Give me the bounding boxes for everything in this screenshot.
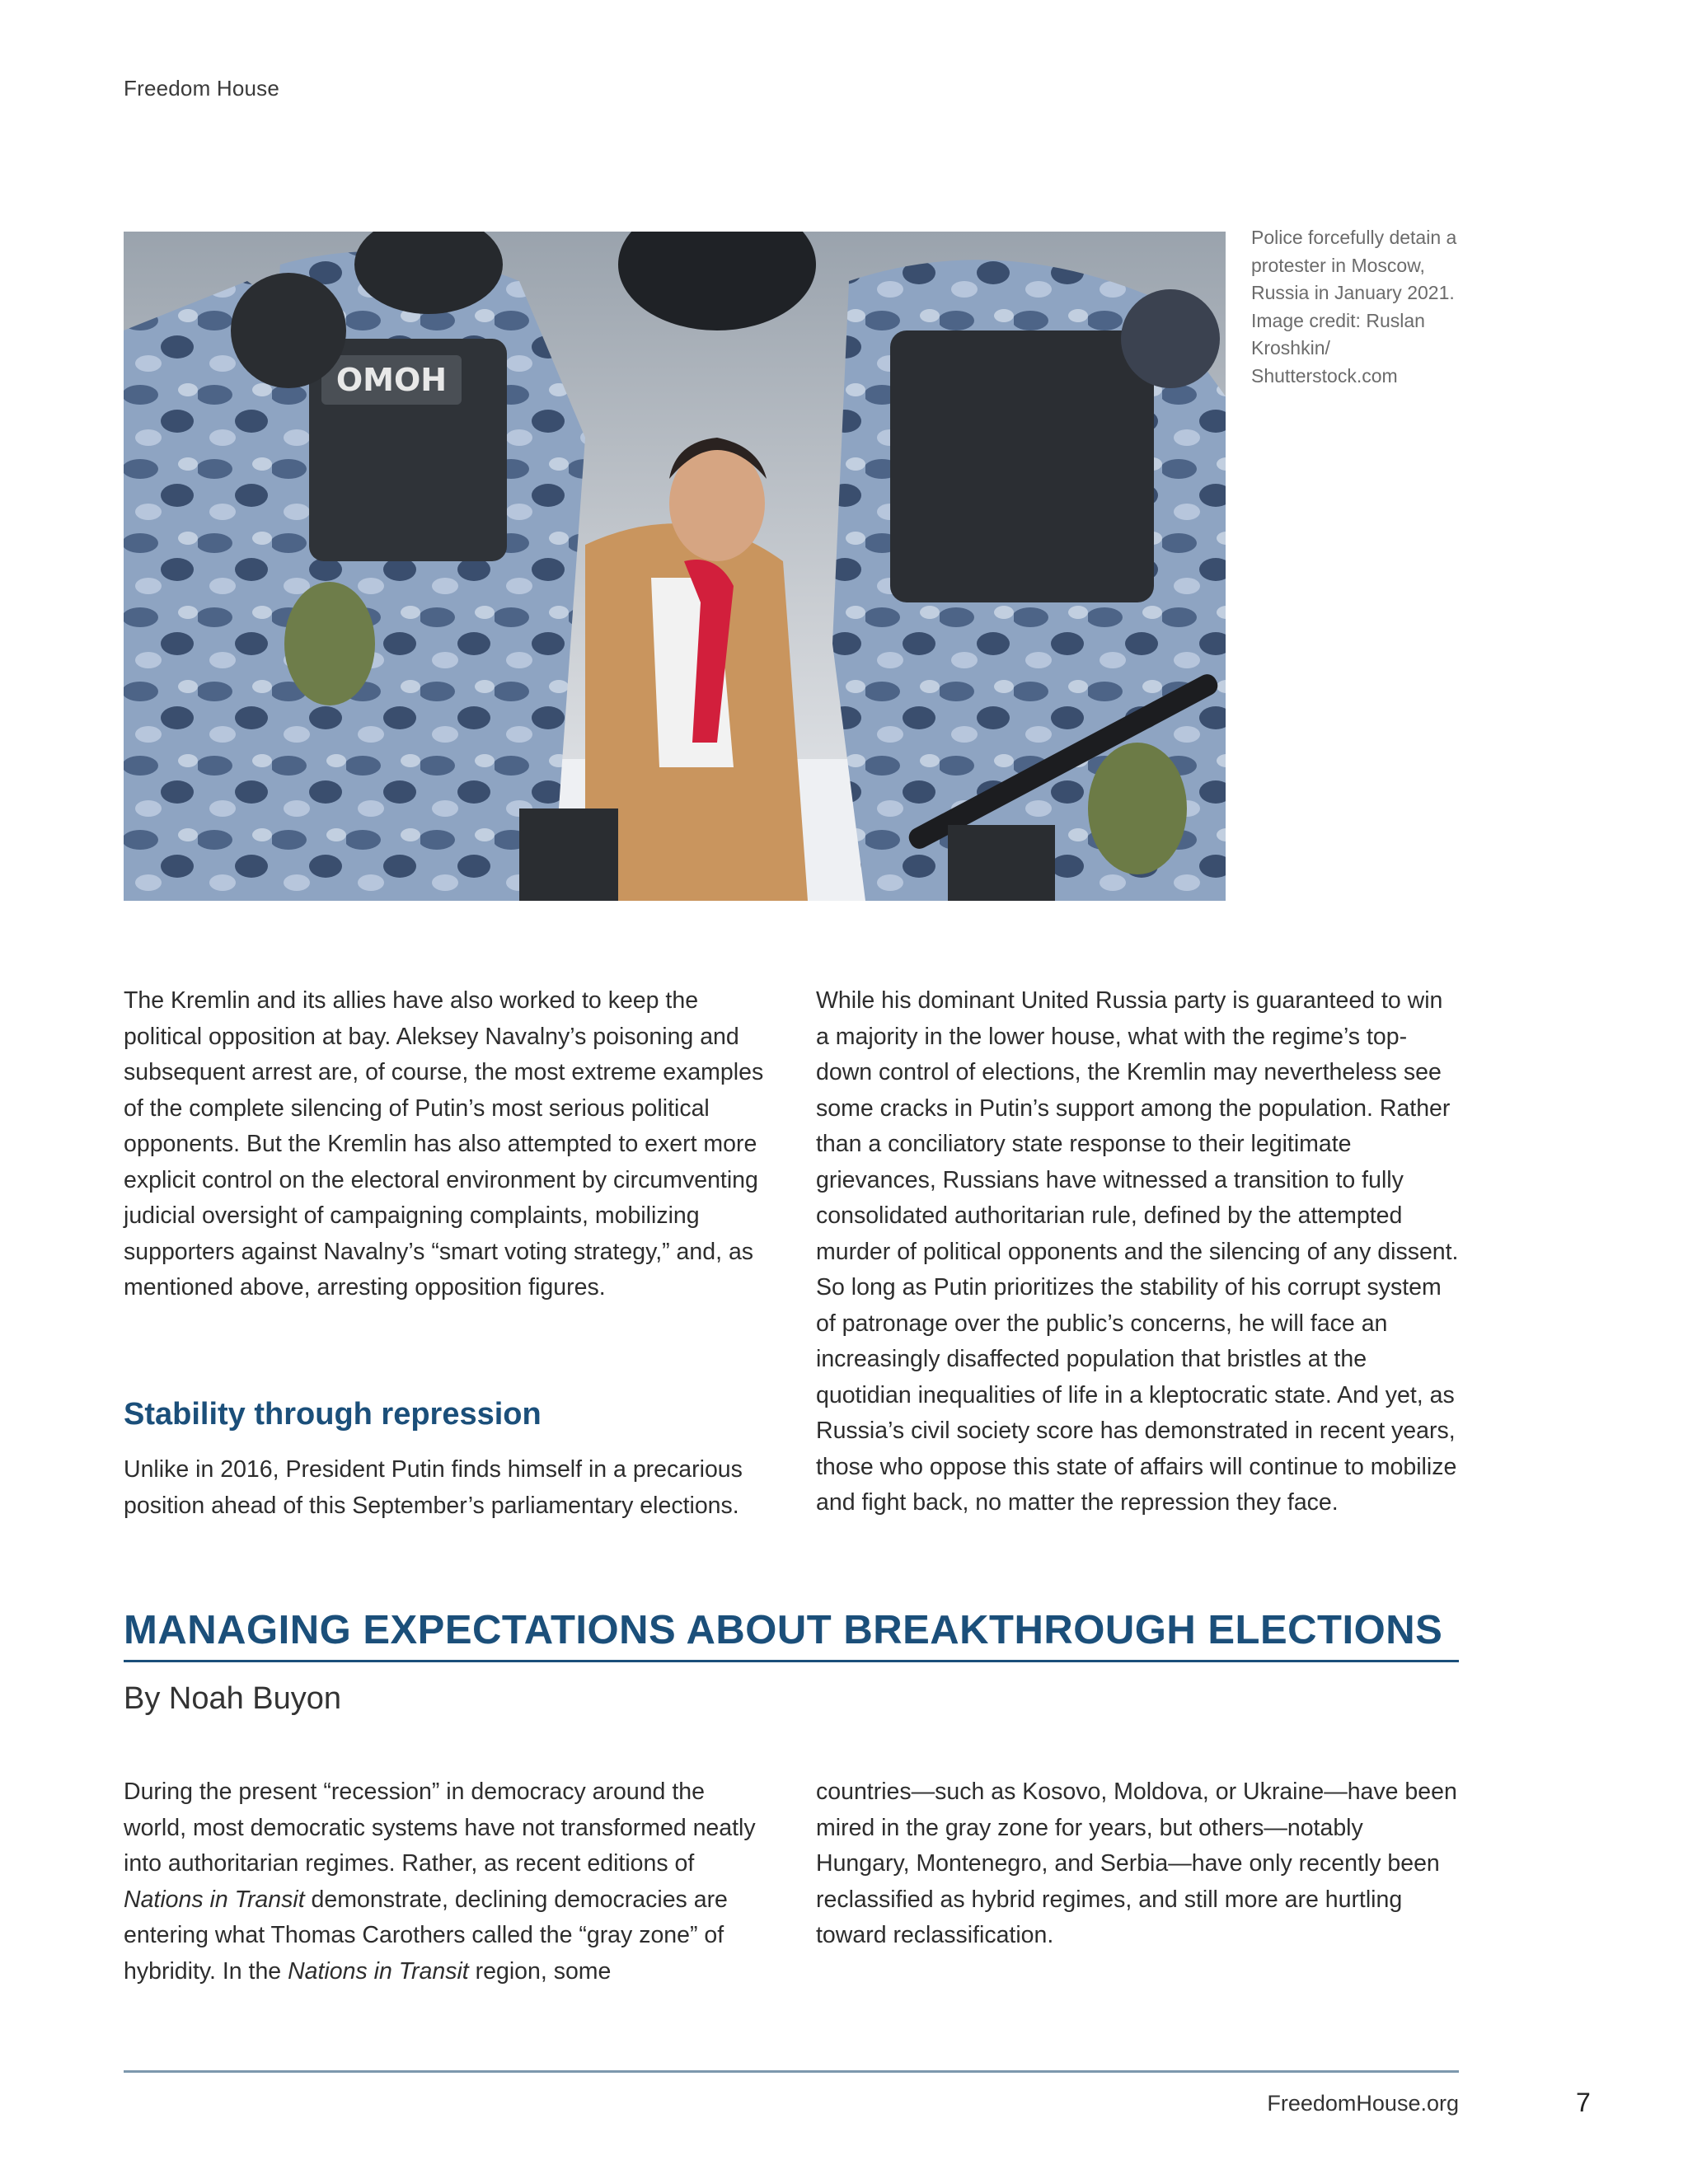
- article2-column-right: [816, 1774, 1459, 1954]
- article1-paragraph-3: While his dominant United Russia party is guaranteed to win a majority in the lower house, what with the regime’s top-down control of elections, the Kremlin may nevertheless see some cracks in Putin’s support among the population. Rather than a conciliatory state response to their legitimate grievances, Russians have witnessed a transition to fully consolidated authoritarian rule, defined by the attempted murder of political opponents and the silencing of any dissent. So long as Putin prioritizes the stability of his corrupt system of patronage over the public’s concerns, he will face an increasingly disaffected population that bristles at the quotidian inequalities of life in a kleptocratic state. And yet, as Russia’s civil society score has demonstrated in recent years, those who oppose this state of affairs will continue to mobilize and fight back, no matter the repression they face.: [816, 987, 1459, 1516]
- article1-paragraph-2: Unlike in 2016, President Putin finds himself in a precarious position ahead of this September’s parliamentary elections.: [124, 1456, 743, 1519]
- section-title-rule: [124, 1660, 1459, 1662]
- news-photo: [124, 232, 1226, 901]
- byline: By Noah Buyon: [124, 1681, 342, 1716]
- article2-paragraph-1: [124, 1774, 767, 1990]
- article2-column-left: [124, 1774, 767, 1990]
- page-number: 7: [1576, 2088, 1591, 2117]
- article1-subheading: Stability through repression: [124, 1397, 542, 1432]
- publication-title: Nations in Transit: [124, 1886, 305, 1913]
- section-title: MANAGING EXPECTATIONS ABOUT BREAKTHROUGH ELECTIONS: [124, 1608, 1443, 1652]
- vest-label: ОМОН: [335, 362, 448, 398]
- photo-illustration: [124, 232, 1226, 901]
- article1-column-left: [124, 983, 767, 1306]
- text-run: During the present “recession” in democracy around the world, most democratic systems have not transformed neatly into authoritarian regimes. Rather, as recent editions of: [124, 1779, 756, 1877]
- header-org-name: Freedom House: [124, 76, 280, 101]
- article1-column-right: [816, 983, 1459, 1521]
- footer-site-link[interactable]: FreedomHouse.org: [1267, 2091, 1459, 2116]
- article1-paragraph-1: The Kremlin and its allies have also worked to keep the political opposition at bay. Aleksey Navalny’s poisoning and subsequent arrest are, of course, the most extreme examples of the complete silencing of Putin’s most serious political opponents. But the Kremlin has also attempted to exert more explicit control on the electoral environment by circumventing judicial oversight of campaigning complaints, mobilizing supporters against Navalny’s “smart voting strategy,” and, as mentioned above, arresting opposition figures.: [124, 987, 764, 1301]
- text-run: demonstrate, declining democracies are entering what Thomas Carothers called the “gray zone” of hybridity. In the: [124, 1886, 728, 1985]
- footer-rule: [124, 2070, 1459, 2073]
- text-run: region, some: [468, 1957, 612, 1985]
- publication-title: Nations in Transit: [288, 1957, 469, 1985]
- photo-caption: Police forcefully detain a protester in Moscow, Russia in January 2021. Image credit: Ruslan Kroshkin/ Shutterstock.com: [1251, 227, 1457, 387]
- article2-paragraph-2: countries—such as Kosovo, Moldova, or Ukraine—have been mired in the gray zone for years, but others—notably Hungary, Montenegro, and Serbia—have only recently been reclassified as hybrid regimes, and still more are hurtling toward reclassification.: [816, 1779, 1457, 1948]
- article1-column-left-lower: [124, 1452, 767, 1524]
